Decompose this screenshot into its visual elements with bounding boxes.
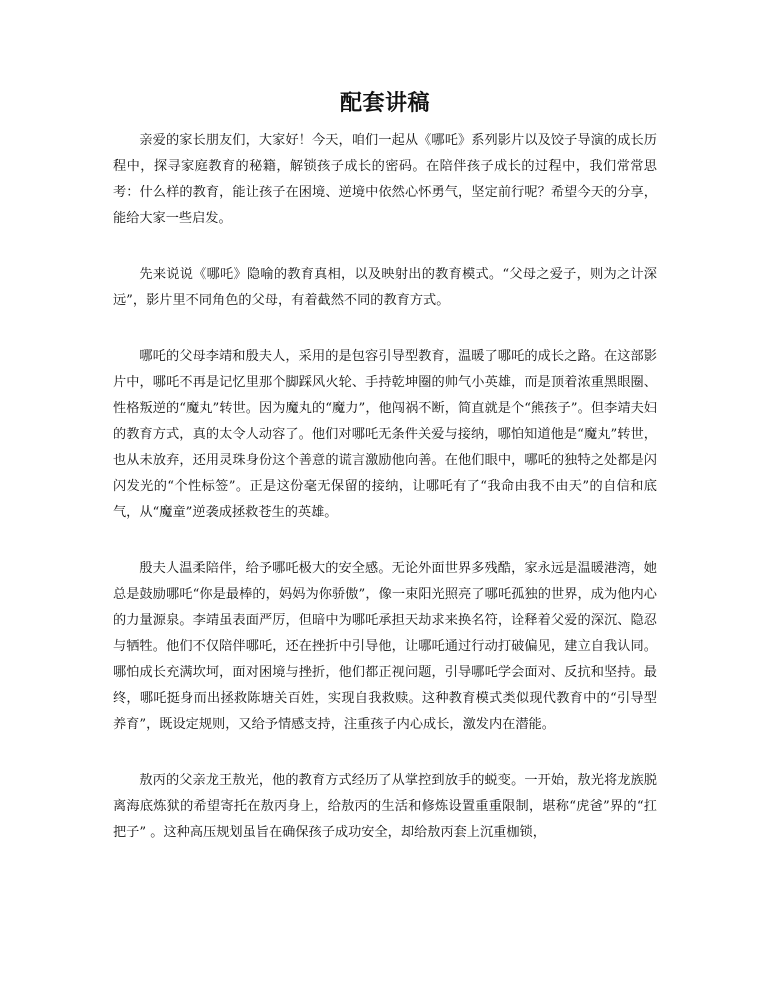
paragraph-yin-mother: 殷夫人温柔陪伴，给予哪吒极大的安全感。无论外面世界多残酷，家永远是温暖港湾，她总是鼓励哪吒“你是最棒的，妈妈为你骄傲”，像一束阳光照亮了哪吒孤独的世界，成为他内心的力量源泉。李靖虽表面严厉，但暗中为哪吒承担天劫求来换名符，诠释着父爱的深沉、隐忍与牺牲。他们不仅陪伴哪吒，还在挫折中引导他，让哪吒通过行动打破偏见，建立自我认同。哪怕成长充满坎坷，面对困境与挫折，他们都正视问题，引导哪吒学会面对、反抗和坚持。最终，哪吒挺身而出拯救陈塘关百姓，实现自我救赎。这种教育模式类似现代教育中的“引导型养育”，既设定规则，又给予情感支持，注重孩子内心成长，激发内在潜能。 (113, 561, 657, 732)
document-title: 配套讲稿 (339, 90, 430, 116)
document-body (113, 86, 657, 876)
paragraph-intro: 亲爱的家长朋友们，大家好！今天，咱们一起从《哪吒》系列影片以及饺子导演的成长历程中，探寻家庭教育的秘籍，解锁孩子成长的密码。在陪伴孩子成长的过程中，我们常常思考：什么样的教育，能让孩子在困境、逆境中依然心怀勇气，坚定前行呢？希望今天的分享，能给大家一些启发。 (113, 133, 657, 226)
paragraph-nezha-theme: 先来说说《哪吒》隐喻的教育真相，以及映射出的教育模式。“父母之爱子，则为之计深远”，影片里不同角色的父母，有着截然不同的教育方式。 (113, 267, 657, 308)
paragraph-li-jing-parents: 哪吒的父母李靖和殷夫人，采用的是包容引导型教育，温暖了哪吒的成长之路。在这部影片中，哪吒不再是记忆里那个脚踩风火轮、手持乾坤圈的帅气小英雄，而是顶着浓重黑眼圈、性格叛逆的“魔丸”转世。因为魔丸的“魔力”，他闯祸不断，简直就是个“熊孩子”。但李靖夫妇的教育方式，真的太令人动容了。他们对哪吒无条件关爱与接纳，哪怕知道他是“魔丸”转世，也从未放弃，还用灵珠身份这个善意的谎言激励他向善。在他们眼中，哪吒的独特之处都是闪闪发光的“个性标签”。正是这份毫无保留的接纳，让哪吒有了“我命由我不由天”的自信和底气，从“魔童”逆袭成拯救苍生的英雄。 (113, 349, 657, 520)
paragraph-ao-guang: 敖丙的父亲龙王敖光，他的教育方式经历了从掌控到放手的蜕变。一开始，敖光将龙族脱离海底炼狱的希望寄托在敖丙身上，给敖丙的生活和修炼设置重重限制，堪称“虎爸”界的“扛把子” 。这种高压规划虽旨在确保孩子成功安全，却给敖丙套上沉重枷锁， (113, 773, 657, 840)
